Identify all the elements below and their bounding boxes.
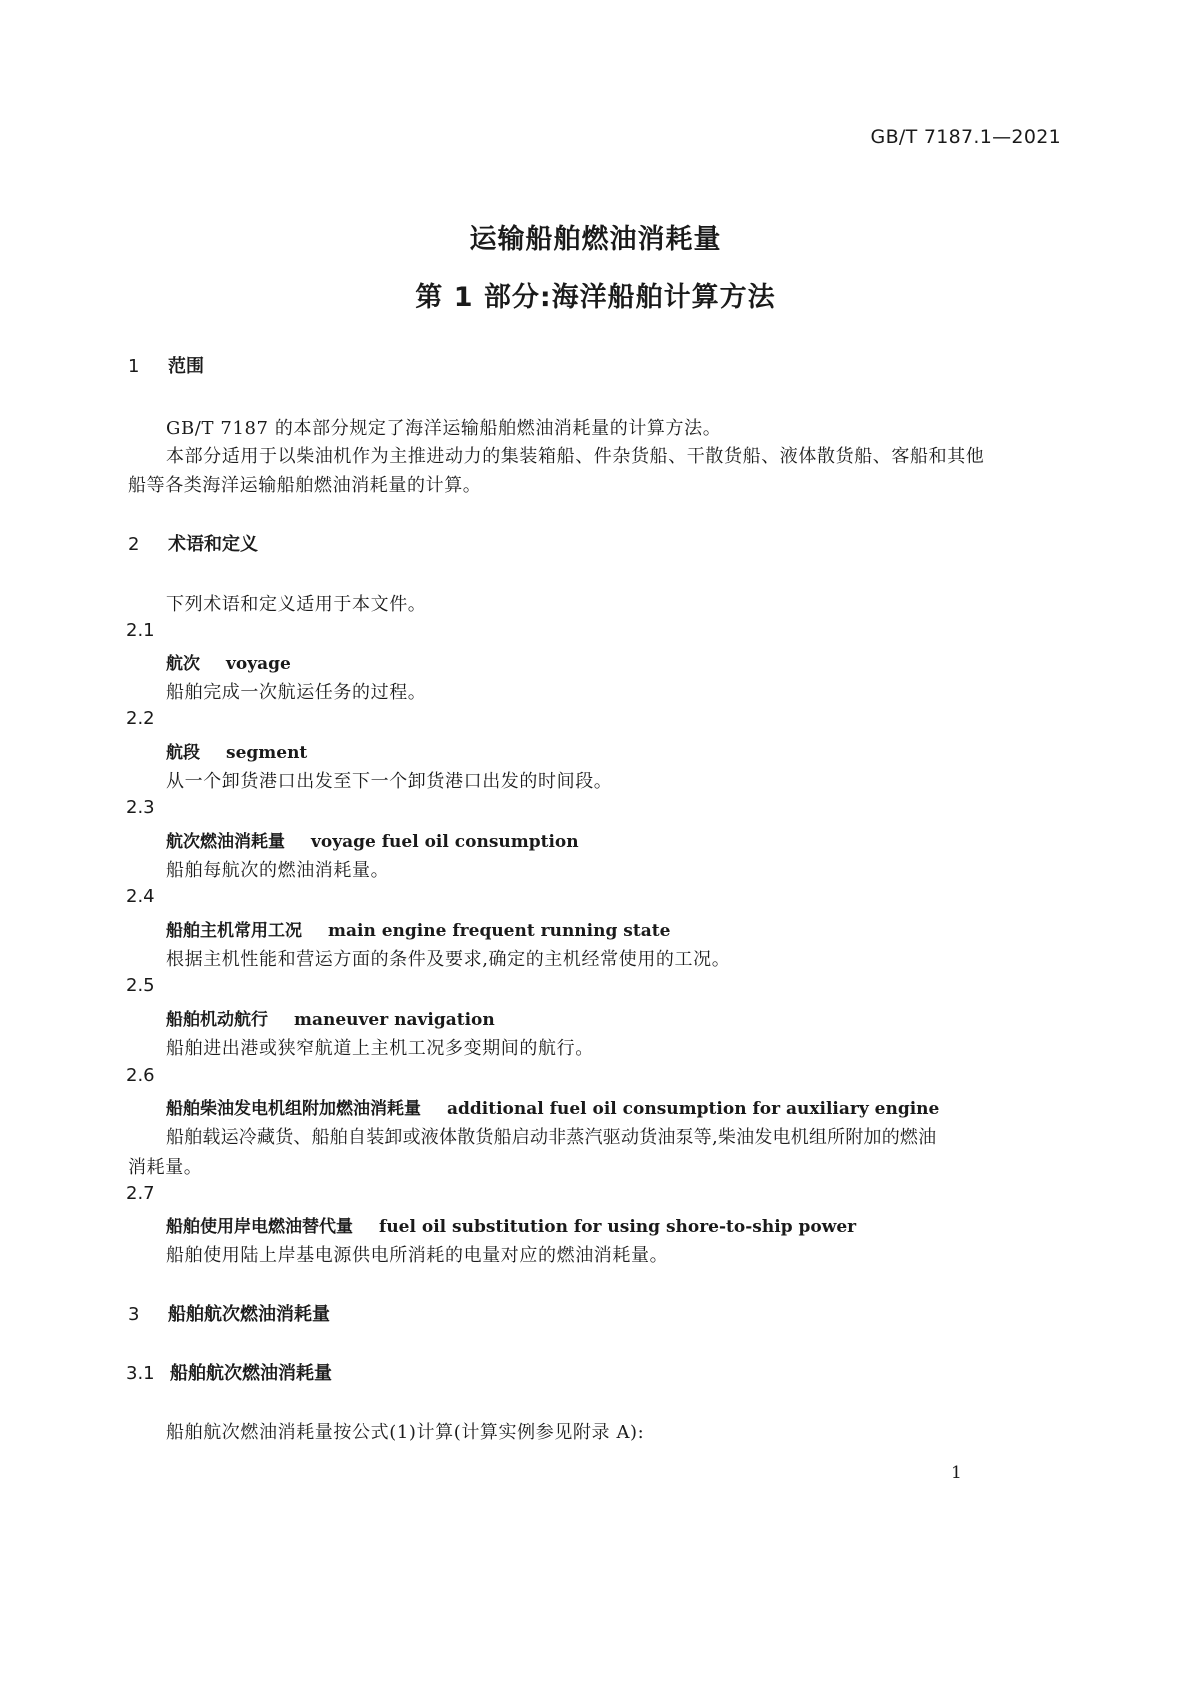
paragraph: GB/T 7187 的本部分规定了海洋运输船舶燃油消耗量的计算方法。	[166, 418, 722, 439]
term-number: 2.1	[126, 620, 155, 641]
term-en: voyage fuel oil consumption	[311, 832, 579, 852]
term-definition: 从一个卸货港口出发至下一个卸货港口出发的时间段。	[166, 771, 613, 792]
term-definition: 船舶进出港或狭窄航道上主机工况多变期间的航行。	[166, 1038, 594, 1059]
term-definition: 船舶每航次的燃油消耗量。	[166, 860, 390, 881]
section-number: 2	[128, 534, 140, 555]
section-number: 3	[128, 1304, 140, 1325]
section-1-heading	[128, 352, 204, 378]
term-en: main engine frequent running state	[328, 921, 671, 941]
term-title	[166, 1212, 856, 1237]
term-zh: 航次燃油消耗量	[166, 832, 285, 852]
term-number: 2.3	[126, 797, 155, 818]
term-en: fuel oil substitution for using shore-to-ship power	[379, 1217, 857, 1237]
term-number: 2.4	[126, 886, 155, 907]
paragraph: 本部分适用于以柴油机作为主推进动力的集装箱船、件杂货船、干散货船、液体散货船、客船和其他	[166, 446, 985, 467]
paragraph: 下列术语和定义适用于本文件。	[166, 594, 427, 615]
term-title	[166, 649, 291, 674]
section-3-heading	[128, 1300, 330, 1326]
page-number: 1	[951, 1463, 962, 1483]
section-2-heading	[128, 530, 258, 556]
term-title	[166, 1094, 939, 1119]
term-definition: 船舶使用陆上岸基电源供电所消耗的电量对应的燃油消耗量。	[166, 1245, 669, 1266]
term-number: 2.2	[126, 708, 155, 729]
paragraph: 船舶航次燃油消耗量按公式(1)计算(计算实例参见附录 A):	[166, 1422, 645, 1443]
term-title	[166, 827, 579, 852]
term-definition-continuation: 消耗量。	[128, 1157, 203, 1178]
standard-code: GB/T 7187.1—2021	[870, 126, 1061, 148]
document-title	[0, 226, 1191, 312]
term-definition: 船舶载运冷藏货、船舶自装卸或液体散货船启动非蒸汽驱动货油泵等,柴油发电机组所附加的燃油	[166, 1127, 937, 1148]
term-zh: 船舶机动航行	[166, 1010, 268, 1030]
subsection-number: 3.1	[126, 1363, 155, 1384]
term-title	[166, 1005, 495, 1030]
paragraph-continuation: 船等各类海洋运输船舶燃油消耗量的计算。	[128, 475, 482, 496]
term-en: additional fuel oil consumption for auxiliary engine	[447, 1099, 940, 1119]
term-definition: 船舶完成一次航运任务的过程。	[166, 682, 427, 703]
title-line-2: 第 1 部分:海洋船舶计算方法	[415, 282, 776, 313]
term-en: voyage	[226, 654, 291, 674]
subsection-title: 船舶航次燃油消耗量	[170, 1363, 332, 1384]
section-title: 范围	[168, 356, 204, 377]
term-number: 2.5	[126, 975, 155, 996]
term-title	[166, 738, 307, 763]
term-zh: 航段	[166, 743, 200, 763]
title-line-1: 运输船舶燃油消耗量	[469, 224, 722, 255]
term-en: segment	[226, 743, 308, 763]
section-title: 船舶航次燃油消耗量	[168, 1304, 330, 1325]
term-zh: 船舶主机常用工况	[166, 921, 302, 941]
term-zh: 航次	[166, 654, 200, 674]
section-number: 1	[128, 356, 140, 377]
term-zh: 船舶柴油发电机组附加燃油消耗量	[166, 1099, 421, 1119]
section-title: 术语和定义	[168, 534, 258, 555]
term-en: maneuver navigation	[294, 1010, 495, 1030]
term-number: 2.7	[126, 1183, 155, 1204]
term-title	[166, 916, 670, 941]
term-zh: 船舶使用岸电燃油替代量	[166, 1217, 353, 1237]
term-number: 2.6	[126, 1065, 155, 1086]
term-definition: 根据主机性能和营运方面的条件及要求,确定的主机经常使用的工况。	[166, 949, 731, 970]
subsection-3-1-heading	[126, 1359, 332, 1385]
